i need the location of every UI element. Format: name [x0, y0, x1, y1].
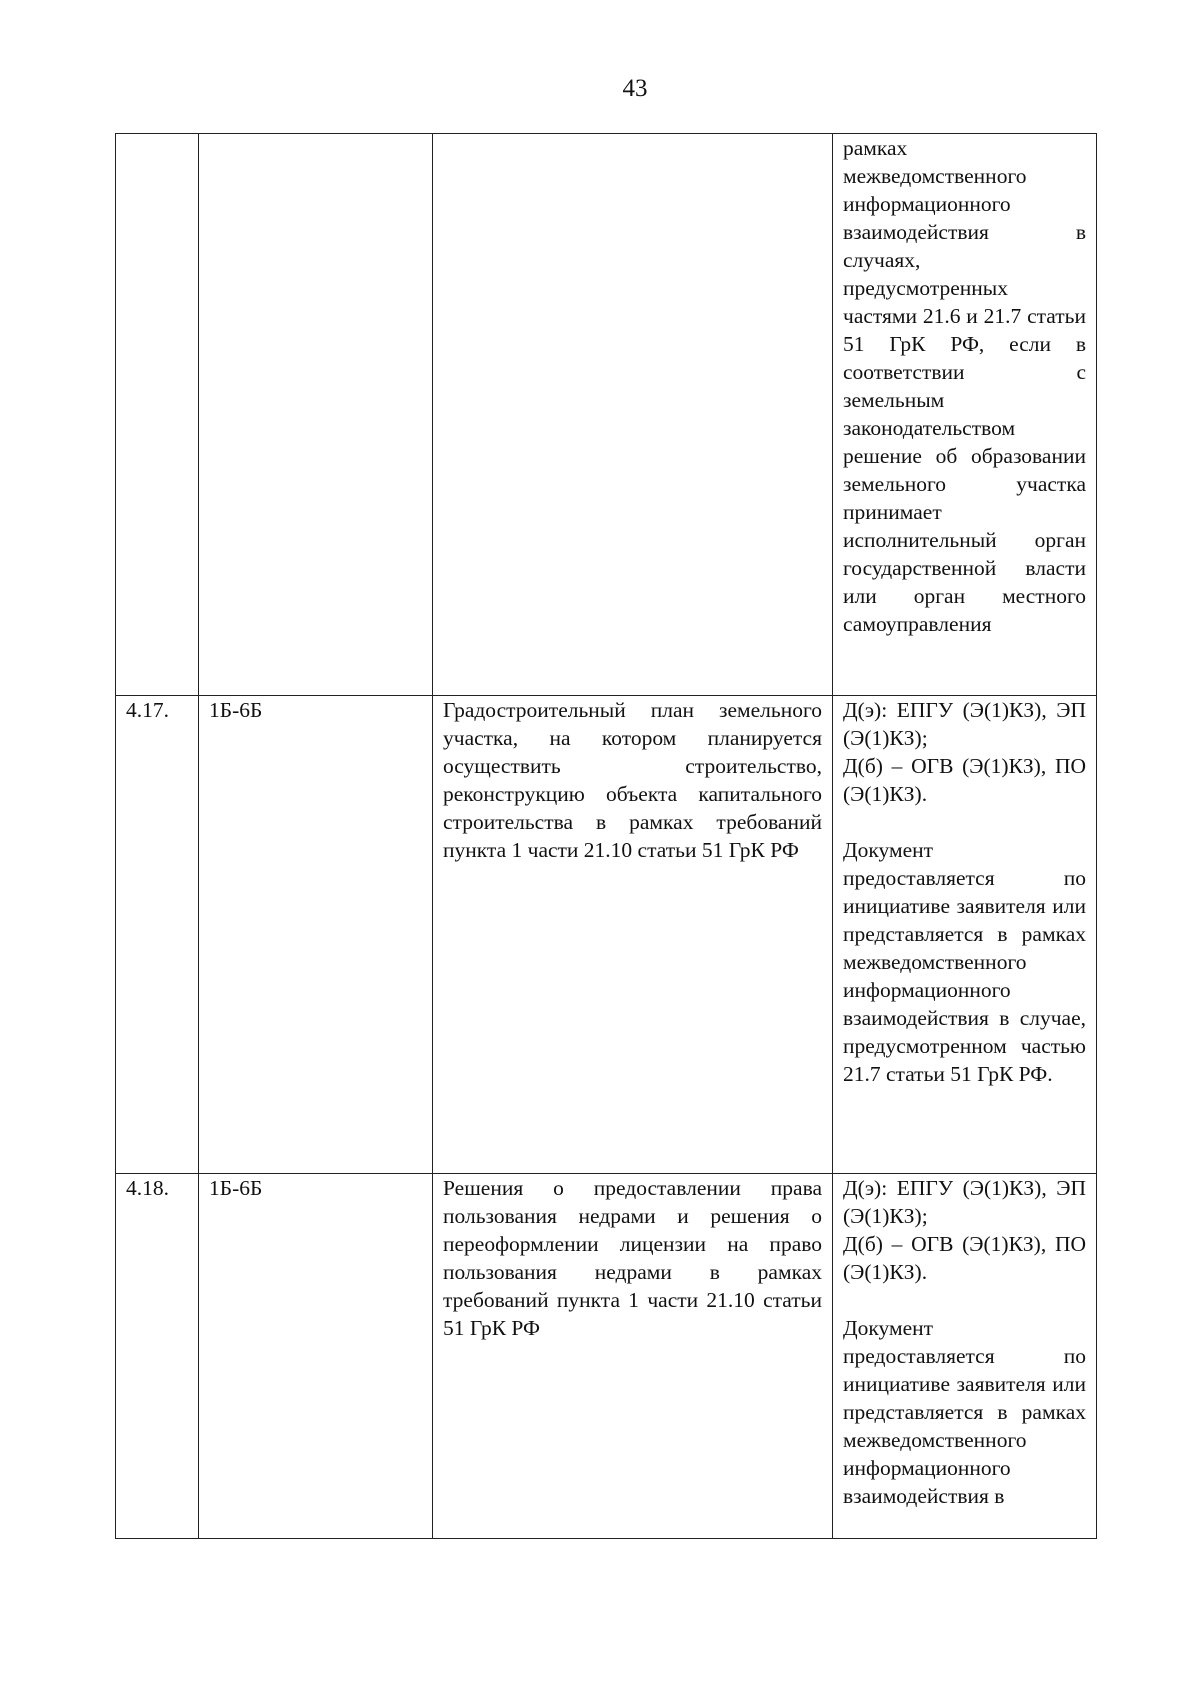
details-paragraph: Д(э): ЕПГУ (Э(1)КЗ), ЭП (Э(1)КЗ);: [843, 698, 1086, 750]
page-number: 43: [622, 75, 648, 102]
row-number-cell: [116, 134, 199, 696]
details-paragraph: Д(э): ЕПГУ (Э(1)КЗ), ЭП (Э(1)КЗ);: [843, 1176, 1086, 1228]
details-paragraph: Документ предоставляется по инициативе заявителя или представляется в рамках межведомственного информационного взаимодействия в случае, предусмотренном частью 21.7 статьи 51 ГрК РФ.: [843, 838, 1086, 1086]
details-paragraph: Д(б) – ОГВ (Э(1)КЗ), ПО (Э(1)КЗ).: [843, 1232, 1086, 1284]
paragraph-gap: [843, 1286, 1086, 1314]
row-number-cell: 4.17.: [116, 696, 199, 1174]
details-paragraph: Д(б) – ОГВ (Э(1)КЗ), ПО (Э(1)КЗ).: [843, 754, 1086, 806]
row-details-cell: [833, 134, 1097, 696]
row-number-cell: 4.18.: [116, 1174, 199, 1539]
row-code-cell: 1Б-6Б: [199, 1174, 433, 1539]
table-row: [116, 134, 1097, 696]
details-paragraph: рамках межведомственного информационного взаимодействия в случаях, предусмотренных частями 21.6 и 21.7 статьи 51 ГрК РФ, если в соответствии с земельным законодательством решение об образовании земельного участка принимает исполнительный орган государственной власти или орган местного самоуправления: [843, 136, 1086, 636]
row-details-cell: [833, 1174, 1097, 1539]
table-row: [116, 1174, 1097, 1539]
row-code-cell: 1Б-6Б: [199, 696, 433, 1174]
document-table: [115, 133, 1097, 1539]
table-row: [116, 696, 1097, 1174]
row-details-cell: [833, 696, 1097, 1174]
details-paragraph: Документ предоставляется по инициативе заявителя или представляется в рамках межведомственного информационного взаимодействия в: [843, 1316, 1086, 1508]
row-description-cell: Решения о предоставлении права пользования недрами и решения о переоформлении лицензии на право пользования недрами в рамках требований пункта 1 части 21.10 статьи 51 ГрК РФ: [433, 1174, 833, 1539]
row-code-cell: [199, 134, 433, 696]
row-description-cell: Градостроительный план земельного участка, на котором планируется осуществить строительство, реконструкцию объекта капитального строительства в рамках требований пункта 1 части 21.10 статьи 51 ГрК РФ: [433, 696, 833, 1174]
paragraph-gap: [843, 808, 1086, 836]
row-description-cell: [433, 134, 833, 696]
